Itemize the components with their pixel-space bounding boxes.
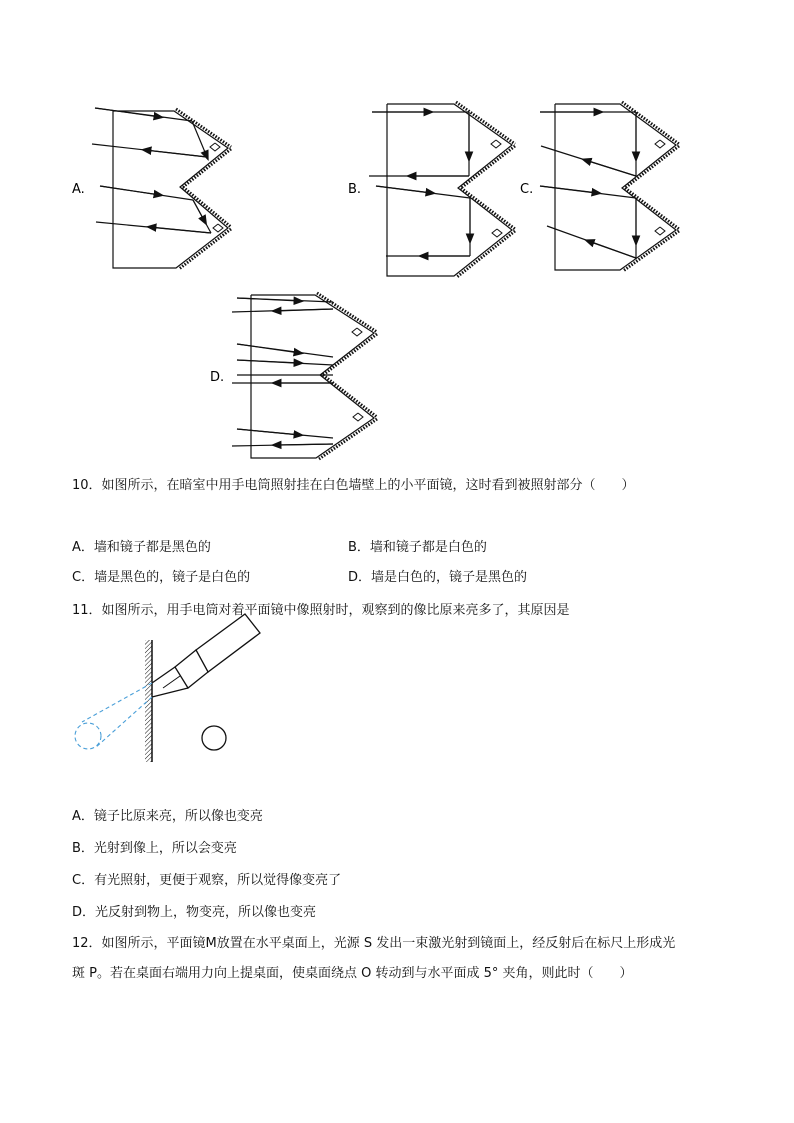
q11-option-d: D．光反射到物上，物变亮，所以像也变亮 (72, 905, 317, 920)
flashlight-image-dashed (75, 683, 152, 749)
q10-option-b: B．墙和镜子都是白色的 (348, 540, 487, 555)
q10-option-c: C．墙是黑色的，镜子是白色的 (72, 570, 251, 585)
object-ball (202, 726, 226, 750)
q10-option-d: D．墙是白色的，镜子是黑色的 (348, 570, 528, 585)
q10-stem: 10．如图所示，在暗室中用手电筒照射挂在白色墙壁上的小平面镜，这时看到被照射部分（ ） (72, 478, 635, 493)
q12-stem-line1: 12．如图所示，平面镜M放置在水平桌面上，光源 S 发出一束激光射到镜面上，经反射后在标尺上形成光 (72, 936, 676, 951)
figure-b (369, 102, 515, 277)
flashlight-icon (152, 614, 260, 697)
figure-c (540, 102, 679, 271)
q10-option-a: A．墙和镜子都是黑色的 (72, 540, 211, 555)
q11-figure (75, 614, 260, 762)
figure-a-label: A. (72, 182, 85, 197)
figure-d-label: D. (210, 370, 225, 385)
figure-d (232, 293, 377, 459)
q11-option-b: B．光射到像上，所以会变亮 (72, 841, 237, 856)
q11-stem: 11．如图所示，用手电筒对着平面镜中像照射时，观察到的像比原来亮多了，其原因是 (72, 603, 570, 618)
figure-a (92, 108, 231, 269)
figure-b-label: B. (348, 182, 362, 197)
figure-c-label: C. (520, 182, 534, 197)
q11-option-c: C．有光照射，更便于观察，所以觉得像变亮了 (72, 873, 342, 888)
q12-stem-line2: 斑 P。若在桌面右端用力向上提桌面，使桌面绕点 O 转动到与水平面成 5° 夹角，则此时（ ） (72, 966, 633, 981)
q11-option-a: A．镜子比原来亮，所以像也变亮 (72, 809, 263, 824)
